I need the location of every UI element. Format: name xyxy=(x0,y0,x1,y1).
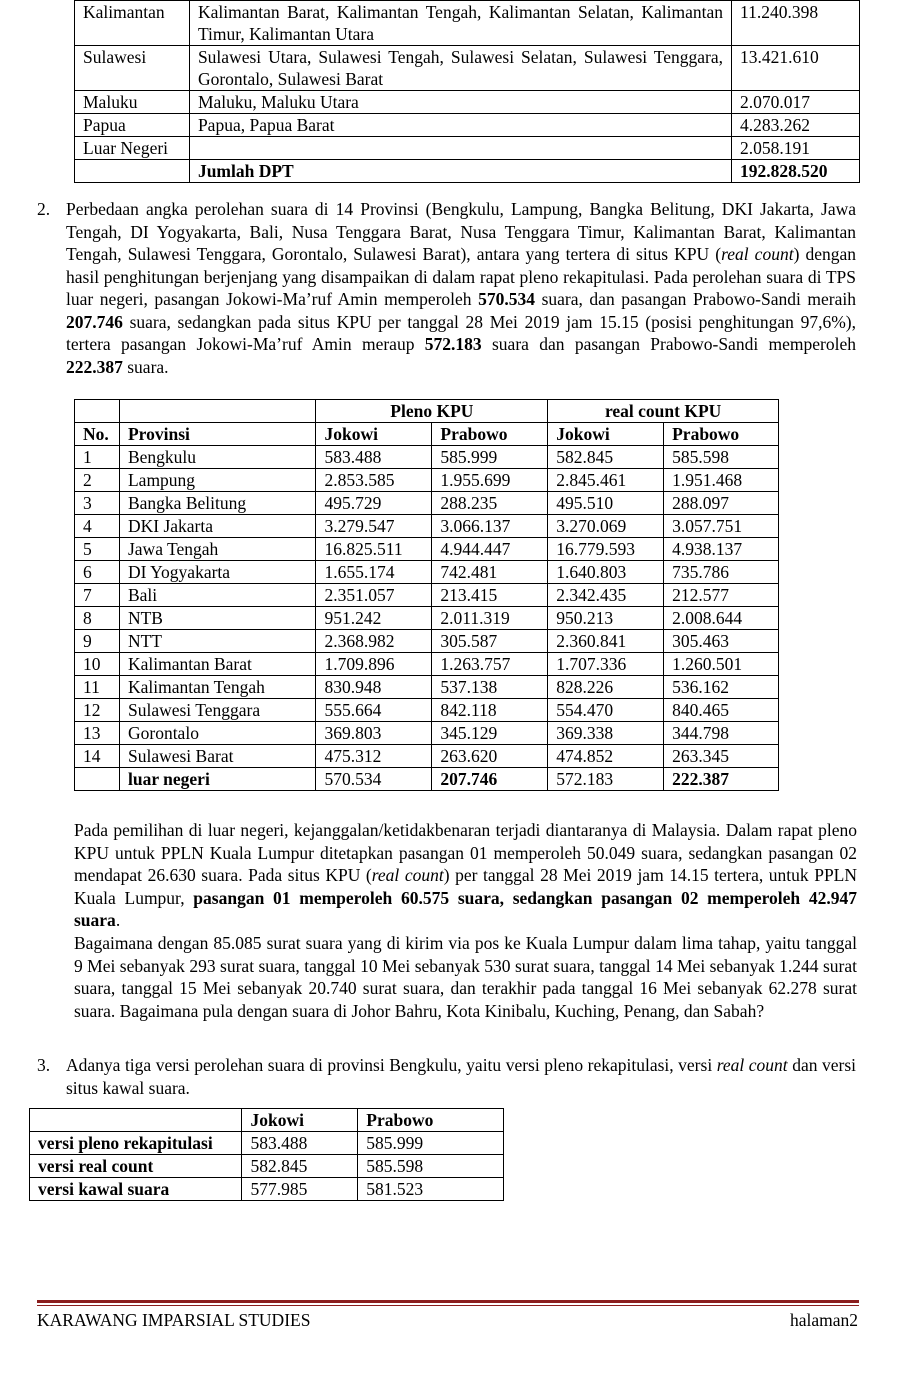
real-jokowi: 474.852 xyxy=(548,745,664,768)
pleno-jokowi: 555.664 xyxy=(316,699,432,722)
pleno-jokowi: 2.853.585 xyxy=(316,469,432,492)
pleno-prabowo: 213.415 xyxy=(432,584,548,607)
header-jokowi: Jokowi xyxy=(316,423,432,446)
footer-rule xyxy=(37,1300,859,1303)
row-number: 13 xyxy=(75,722,120,745)
postal-votes-paragraph: Bagaimana dengan 85.085 surat suara yang di kirim via pos ke Kuala Lumpur dalam lima tahap, yaitu tanggal 9 Mei sebanyak 293 surat suara, tanggal 10 Mei sebanyak 530 surat suara, tanggal 14 Mei sebanyak 1.244 surat suara, tanggal 15 Mei sebanyak 20.740 surat suara, dan terakhir pada tanggal 16 Mei sebanyak 62.278 surat suara. Bagaimana pula dengan suara di Johor Bahru, Kota Kinibalu, Kuching, Penang, dan Sabah? xyxy=(74,933,857,1021)
row-number: 12 xyxy=(75,699,120,722)
dpt-cell: 4.283.262 xyxy=(732,114,860,137)
footer-rule-thin xyxy=(37,1305,859,1306)
header-prabowo: Prabowo xyxy=(358,1109,504,1132)
province-name: NTT xyxy=(119,630,316,653)
item-number: 3. xyxy=(37,1055,51,1075)
province-name: Lampung xyxy=(119,469,316,492)
table-row xyxy=(75,114,860,137)
pleno-jokowi: 1.655.174 xyxy=(316,561,432,584)
header-prabowo: Prabowo xyxy=(664,423,779,446)
real-jokowi: 2.342.435 xyxy=(548,584,664,607)
real-prabowo: 1.260.501 xyxy=(664,653,779,676)
provinces-cell xyxy=(189,137,731,160)
row-number: 9 xyxy=(75,630,120,653)
real-jokowi: 582.845 xyxy=(548,446,664,469)
province-name: DI Yogyakarta xyxy=(119,561,316,584)
table-row xyxy=(75,584,779,607)
province-name: luar negeri xyxy=(119,768,316,791)
real-jokowi: 950.213 xyxy=(548,607,664,630)
pleno-prabowo: 345.129 xyxy=(432,722,548,745)
province-name: Kalimantan Barat xyxy=(119,653,316,676)
pleno-jokowi: 495.729 xyxy=(316,492,432,515)
header-jokowi: Jokowi xyxy=(242,1109,358,1132)
header-provinsi: Provinsi xyxy=(119,423,316,446)
footer-publisher: KARAWANG IMPARSIAL STUDIES xyxy=(37,1310,311,1330)
item-2-paragraph xyxy=(66,198,856,378)
table-row xyxy=(75,653,779,676)
empty-cell xyxy=(30,1109,242,1132)
province-name: Gorontalo xyxy=(119,722,316,745)
text: Pada pemilihan di luar negeri, kejanggalan/ketidakbenaran terjadi diantaranya di Malaysia. Dalam rapat pleno KPU untuk PPLN Kuala Lumpur ditetapkan pasangan 01 memperoleh 50.049 suara, sedangkan pasangan 02 mendapat 26.630 suara. Pada situs KPU ( xyxy=(74,820,857,885)
row-number: 5 xyxy=(75,538,120,561)
pleno-jokowi: 830.948 xyxy=(316,676,432,699)
dpt-cell: 11.240.398 xyxy=(732,1,860,46)
row-number: 2 xyxy=(75,469,120,492)
pleno-prabowo: 842.118 xyxy=(432,699,548,722)
pleno-prabowo: 742.481 xyxy=(432,561,548,584)
table-row xyxy=(75,492,779,515)
pleno-prabowo: 1.263.757 xyxy=(432,653,548,676)
real-jokowi: 828.226 xyxy=(548,676,664,699)
region-cell: Luar Negeri xyxy=(75,137,190,160)
vote-comparison-table xyxy=(74,399,779,791)
pleno-jokowi: 570.534 xyxy=(316,768,432,791)
text: dan versi situs kawal suara. xyxy=(66,1055,857,1098)
pleno-jokowi: 475.312 xyxy=(316,745,432,768)
provinces-cell: Papua, Papua Barat xyxy=(189,114,731,137)
item-3-paragraph xyxy=(66,1054,856,1099)
pleno-jokowi: 2.351.057 xyxy=(316,584,432,607)
text: suara. xyxy=(122,356,169,377)
real-jokowi: 572.183 xyxy=(548,768,664,791)
text: ) dengan hasil penghitungan berjenjang yang disampaikan di dalam rapat pleno rekapitulasi. Pada perolehan suara di TPS luar negeri, pasangan Jokowi-Ma’ruf Amin memperoleh xyxy=(66,244,856,309)
empty-cell xyxy=(75,400,120,423)
real-prabowo: 1.951.468 xyxy=(664,469,779,492)
dpt-cell: 13.421.610 xyxy=(732,46,860,91)
dpt-table xyxy=(74,0,860,183)
header-prabowo: Prabowo xyxy=(432,423,548,446)
province-name: Jawa Tengah xyxy=(119,538,316,561)
table-row xyxy=(75,446,779,469)
luar-negeri-row xyxy=(75,768,779,791)
provinces-cell: Maluku, Maluku Utara xyxy=(189,91,731,114)
pleno-prabowo: 305.587 xyxy=(432,630,548,653)
region-cell: Papua xyxy=(75,114,190,137)
version-label: versi kawal suara xyxy=(30,1178,242,1201)
region-cell: Kalimantan xyxy=(75,1,190,46)
row-number: 7 xyxy=(75,584,120,607)
real-jokowi: 1.707.336 xyxy=(548,653,664,676)
row-number: 1 xyxy=(75,446,120,469)
province-name: Bangka Belitung xyxy=(119,492,316,515)
total-value: 192.828.520 xyxy=(732,160,860,183)
row-number: 11 xyxy=(75,676,120,699)
pleno-prabowo: 585.999 xyxy=(432,446,548,469)
table-row xyxy=(75,676,779,699)
table-row xyxy=(75,1,860,46)
footer-page-number: halaman2 xyxy=(789,1310,858,1330)
table-row xyxy=(75,722,779,745)
pleno-jokowi: 16.825.511 xyxy=(316,538,432,561)
real-prabowo: 4.938.137 xyxy=(664,538,779,561)
province-name: DKI Jakarta xyxy=(119,515,316,538)
real-prabowo: 3.057.751 xyxy=(664,515,779,538)
real-jokowi: 369.338 xyxy=(548,722,664,745)
table-row xyxy=(75,91,860,114)
text: . xyxy=(115,910,121,930)
real-prabowo: 305.463 xyxy=(664,630,779,653)
pleno-prabowo: 4.944.447 xyxy=(432,538,548,561)
dpt-cell: 2.058.191 xyxy=(732,137,860,160)
row-number: 6 xyxy=(75,561,120,584)
text: suara dan pasangan Prabowo-Sandi memperoleh xyxy=(481,334,856,354)
province-name: Sulawesi Barat xyxy=(119,745,316,768)
jokowi-value: 577.985 xyxy=(242,1178,358,1201)
real-prabowo: 2.008.644 xyxy=(664,607,779,630)
table-row xyxy=(75,607,779,630)
provinces-cell: Kalimantan Barat, Kalimantan Tengah, Kalimantan Selatan, Kalimantan Timur, Kalimantan Utara xyxy=(189,1,731,46)
table-row xyxy=(75,515,779,538)
italic-text: real count xyxy=(721,244,794,264)
provinces-cell: Sulawesi Utara, Sulawesi Tengah, Sulawesi Selatan, Sulawesi Tenggara, Gorontalo, Sulawesi Barat xyxy=(189,46,731,91)
text: suara, sedangkan pada situs KPU per tanggal 28 Mei 2019 jam 15.15 (posisi penghitungan 97,6%), tertera pasangan Jokowi-Ma’ruf Amin meraup xyxy=(66,311,856,354)
total-row xyxy=(75,160,860,183)
real-prabowo: 585.598 xyxy=(664,446,779,469)
table-row xyxy=(75,745,779,768)
table-row xyxy=(75,538,779,561)
empty-cell xyxy=(119,400,316,423)
pleno-jokowi: 2.368.982 xyxy=(316,630,432,653)
group-real-count: real count KPU xyxy=(548,400,779,423)
table-row xyxy=(30,1178,504,1201)
pleno-prabowo: 207.746 xyxy=(432,768,548,791)
version-label: versi real count xyxy=(30,1155,242,1178)
dpt-cell: 2.070.017 xyxy=(732,91,860,114)
row-number: 3 xyxy=(75,492,120,515)
pleno-jokowi: 369.803 xyxy=(316,722,432,745)
pleno-prabowo: 263.620 xyxy=(432,745,548,768)
real-jokowi: 2.845.461 xyxy=(548,469,664,492)
real-prabowo: 536.162 xyxy=(664,676,779,699)
prabowo-value: 585.598 xyxy=(358,1155,504,1178)
pleno-prabowo: 537.138 xyxy=(432,676,548,699)
jokowi-value: 582.845 xyxy=(242,1155,358,1178)
header-no: No. xyxy=(75,423,120,446)
bold-number: 570.534 xyxy=(478,289,535,309)
real-prabowo: 735.786 xyxy=(664,561,779,584)
real-jokowi: 495.510 xyxy=(548,492,664,515)
region-cell: Sulawesi xyxy=(75,46,190,91)
table-row xyxy=(75,561,779,584)
header-jokowi: Jokowi xyxy=(548,423,664,446)
real-prabowo: 344.798 xyxy=(664,722,779,745)
table-row xyxy=(75,46,860,91)
text: suara, dan pasangan Prabowo-Sandi meraih xyxy=(535,289,856,309)
real-jokowi: 1.640.803 xyxy=(548,561,664,584)
table-row xyxy=(75,630,779,653)
region-cell: Maluku xyxy=(75,91,190,114)
pleno-prabowo: 288.235 xyxy=(432,492,548,515)
row-number xyxy=(75,768,120,791)
italic-text: real count xyxy=(371,865,444,885)
pleno-jokowi: 3.279.547 xyxy=(316,515,432,538)
row-number: 4 xyxy=(75,515,120,538)
version-label: versi pleno rekapitulasi xyxy=(30,1132,242,1155)
empty-cell xyxy=(75,160,190,183)
text: ) per tanggal 28 Mei 2019 jam 14.15 tertera, untuk PPLN Kuala Lumpur, xyxy=(74,865,858,908)
header-row xyxy=(30,1109,504,1132)
pleno-jokowi: 951.242 xyxy=(316,607,432,630)
text: Adanya tiga versi perolehan suara di provinsi Bengkulu, yaitu versi pleno rekapitulasi, versi xyxy=(66,1055,717,1075)
bold-number: 207.746 xyxy=(66,311,123,332)
bengkulu-versions-table xyxy=(29,1108,504,1201)
pleno-jokowi: 1.709.896 xyxy=(316,653,432,676)
province-name: Bali xyxy=(119,584,316,607)
bold-number: 222.387 xyxy=(66,356,123,377)
item-number: 2. xyxy=(37,199,51,219)
real-prabowo: 222.387 xyxy=(664,768,779,791)
italic-text: real count xyxy=(716,1055,788,1075)
real-prabowo: 288.097 xyxy=(664,492,779,515)
text: Perbedaan angka perolehan suara di 14 Provinsi (Bengkulu, Lampung, Bangka Belitung, DKI Jakarta, Jawa Tengah, DI Yogyakarta, Bali, Nusa Tenggara Barat, Nusa Tenggara Timur, Kalimantan Barat, Kalimantan Tengah, Sulawesi Tenggara, Gorontalo, Sulawesi Barat), antara yang tertera di situs KPU ( xyxy=(66,199,856,264)
row-number: 10 xyxy=(75,653,120,676)
group-pleno: Pleno KPU xyxy=(316,400,548,423)
pleno-prabowo: 1.955.699 xyxy=(432,469,548,492)
province-name: Bengkulu xyxy=(119,446,316,469)
row-number: 8 xyxy=(75,607,120,630)
table-row xyxy=(75,699,779,722)
prabowo-value: 585.999 xyxy=(358,1132,504,1155)
malaysia-paragraph xyxy=(74,819,857,932)
real-prabowo: 263.345 xyxy=(664,745,779,768)
bold-number: 572.183 xyxy=(424,334,482,354)
real-prabowo: 840.465 xyxy=(664,699,779,722)
pleno-prabowo: 3.066.137 xyxy=(432,515,548,538)
province-name: Kalimantan Tengah xyxy=(119,676,316,699)
table-row xyxy=(30,1155,504,1178)
table-body xyxy=(75,446,779,791)
real-jokowi: 3.270.069 xyxy=(548,515,664,538)
province-name: Sulawesi Tenggara xyxy=(119,699,316,722)
jokowi-value: 583.488 xyxy=(242,1132,358,1155)
table-row xyxy=(30,1132,504,1155)
total-label: Jumlah DPT xyxy=(189,160,731,183)
province-name: NTB xyxy=(119,607,316,630)
pleno-jokowi: 583.488 xyxy=(316,446,432,469)
prabowo-value: 581.523 xyxy=(358,1178,504,1201)
bold-text: pasangan 01 memperoleh 60.575 suara, sedangkan pasangan 02 memperoleh 42.947 suara xyxy=(74,887,857,930)
table-row xyxy=(75,137,860,160)
real-jokowi: 2.360.841 xyxy=(548,630,664,653)
real-jokowi: 554.470 xyxy=(548,699,664,722)
header-row xyxy=(75,423,779,446)
real-jokowi: 16.779.593 xyxy=(548,538,664,561)
real-prabowo: 212.577 xyxy=(664,584,779,607)
group-header-row xyxy=(75,400,779,423)
pleno-prabowo: 2.011.319 xyxy=(432,607,548,630)
row-number: 14 xyxy=(75,745,120,768)
table-row xyxy=(75,469,779,492)
